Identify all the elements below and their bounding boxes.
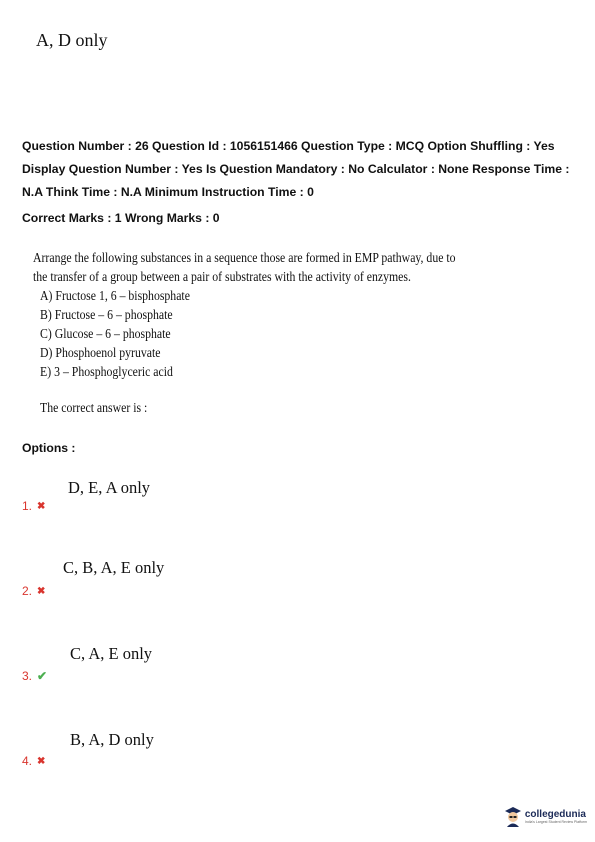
- mascot-icon: [504, 806, 522, 828]
- question-text-line: the transfer of a group between a pair of substrates with the activity of enzymes.: [33, 269, 411, 284]
- collegedunia-logo: [504, 806, 587, 828]
- substance-item: B) Fructose – 6 – phosphate: [40, 307, 173, 322]
- substance-item: A) Fructose 1, 6 – bisphosphate: [40, 288, 190, 303]
- previous-answer: A, D only: [36, 30, 108, 50]
- answer-prompt: The correct answer is :: [40, 400, 148, 415]
- cross-icon: ✖: [37, 500, 46, 512]
- option-number: 2.: [22, 584, 33, 598]
- question-meta: Question Number : 26 Question Id : 1056151466 Question Type : MCQ Option Shuffling : Yes Display Question Number : Yes Is Question Mandatory : No Calculator : None Response Time : N.A Think Time : N.A Minimum Instruction Time : 0: [22, 139, 570, 199]
- options-label: Options :: [22, 441, 76, 455]
- option-4-text[interactable]: B, A, D only: [70, 730, 154, 749]
- option-2-text[interactable]: C, B, A, E only: [63, 558, 165, 577]
- substance-item: D) Phosphoenol pyruvate: [40, 345, 161, 360]
- option-number: 1.: [22, 499, 33, 513]
- marks-meta: Correct Marks : 1 Wrong Marks : 0: [22, 211, 220, 225]
- cross-icon: ✖: [37, 755, 46, 767]
- option-1-text[interactable]: D, E, A only: [68, 478, 151, 497]
- question-text-line: Arrange the following substances in a sequence those are formed in EMP pathway, due to: [33, 250, 456, 265]
- option-2-number: [22, 584, 45, 598]
- check-icon: ✔: [37, 669, 48, 683]
- substance-item: E) 3 – Phosphoglyceric acid: [40, 364, 173, 379]
- option-4-number: [22, 754, 45, 768]
- option-1-number: [22, 499, 45, 513]
- question-body: [33, 248, 491, 381]
- option-number: 4.: [22, 754, 33, 768]
- cross-icon: ✖: [37, 585, 46, 597]
- option-3-text[interactable]: C, A, E only: [70, 644, 153, 663]
- option-3-number: [22, 669, 47, 683]
- substance-item: C) Glucose – 6 – phosphate: [40, 326, 171, 341]
- logo-tagline: India's Largest Student Review Platform: [524, 820, 587, 824]
- logo-name: collegedunia: [524, 809, 586, 820]
- option-number: 3.: [22, 669, 33, 683]
